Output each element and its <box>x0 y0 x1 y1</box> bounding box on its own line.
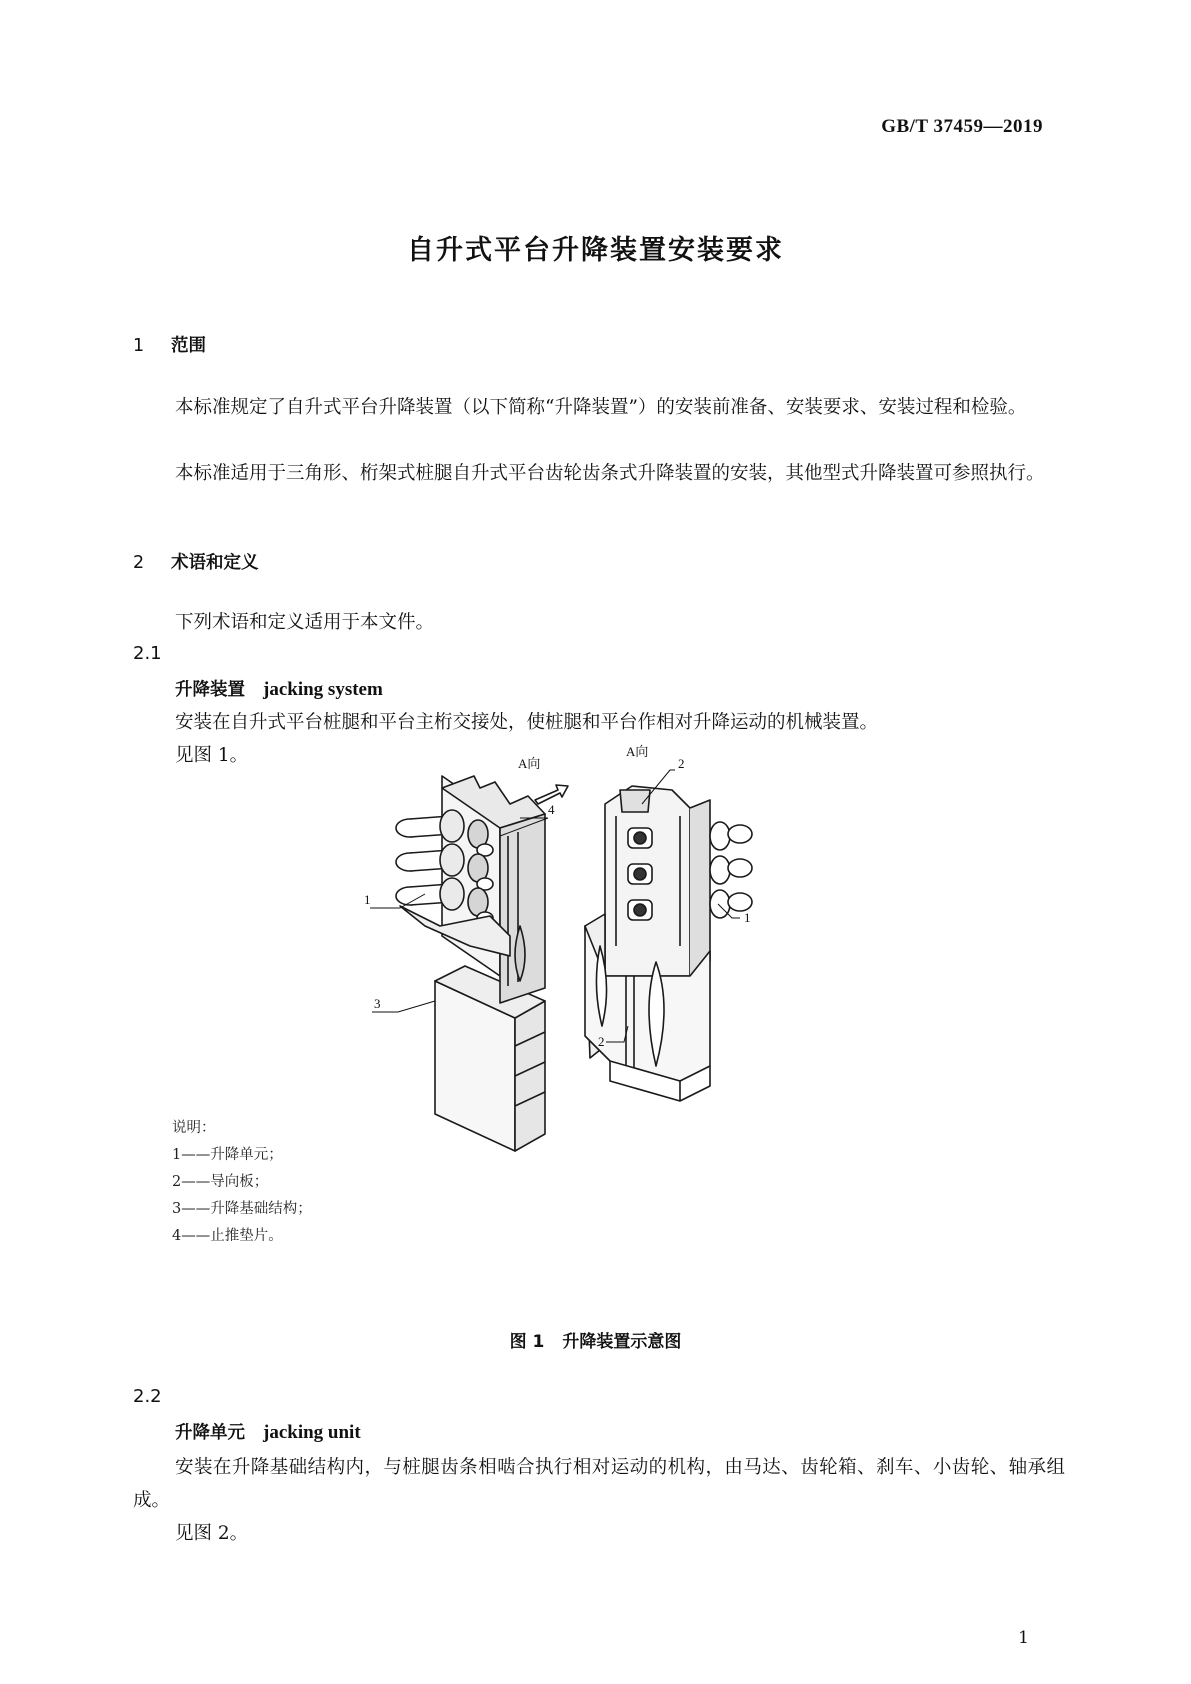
section-1-paragraph-2: 本标准适用于三角形、桁架式桩腿自升式平台齿轮齿条式升降装置的安装，其他型式升降装置可参照执行。 <box>175 463 1045 484</box>
a-direction-label-right: A向 <box>626 744 649 759</box>
page-number: 1 <box>1018 1628 1029 1648</box>
legend-item: 1——升降单元； <box>172 1147 283 1163</box>
section-2-intro: 下列术语和定义适用于本文件。 <box>175 612 435 633</box>
figure-1-legend <box>172 1115 312 1250</box>
section-1-paragraph-1: 本标准规定了自升式平台升降装置（以下简称“升降装置”）的安装前准备、安装要求、安装过程和检验。 <box>175 397 1027 418</box>
figure-1-caption-number: 图 1 <box>509 1332 545 1352</box>
callout-4: 4 <box>548 802 555 817</box>
section-2-number: 2 <box>133 553 145 573</box>
callout-2-bottom: 2 <box>598 1034 605 1049</box>
term-2-1-number: 2.1 <box>133 643 162 664</box>
callout-3: 3 <box>374 996 381 1011</box>
term-2-1-zh: 升降装置 <box>175 680 245 700</box>
legend-item: 4——止推垫片。 <box>172 1228 283 1244</box>
a-direction-label-left: A向 <box>518 756 541 771</box>
document-title: 自升式平台升降装置安装要求 <box>407 235 784 266</box>
section-1-title: 范围 <box>171 336 206 356</box>
term-2-2-number: 2.2 <box>133 1386 162 1407</box>
section-2-title: 术语和定义 <box>171 553 259 573</box>
callout-1-left: 1 <box>364 892 371 907</box>
standard-number: GB/T 37459—2019 <box>881 116 1043 137</box>
term-2-1-heading <box>175 676 383 701</box>
term-2-2-en: jacking unit <box>263 1422 361 1443</box>
figure-1-jacking-system-drawing <box>364 744 820 1176</box>
figure-1-caption <box>0 1327 1191 1352</box>
callout-3-leader <box>372 1001 435 1012</box>
term-2-1-definition: 安装在自升式平台桩腿和平台主桁交接处，使桩腿和平台作相对升降运动的机械装置。 <box>175 712 879 733</box>
term-2-1-en: jacking system <box>263 679 383 700</box>
term-2-2-see-figure: 见图 2。 <box>175 1523 249 1544</box>
right-upper-housing <box>605 786 710 976</box>
term-2-2-definition: 安装在升降基础结构内，与桩腿齿条相啮合执行相对运动的机构，由马达、齿轮箱、刹车、小齿轮、轴承组成。 <box>133 1457 1065 1511</box>
callout-1-right: 1 <box>744 910 751 925</box>
callout-2-top: 2 <box>678 756 685 771</box>
term-2-2-heading <box>175 1419 361 1444</box>
legend-item: 2——导向板； <box>172 1174 269 1190</box>
section-1-heading <box>133 332 206 357</box>
legend-item: 3——升降基础结构； <box>172 1201 312 1217</box>
term-2-1-see-figure: 见图 1。 <box>175 745 249 766</box>
term-2-2-zh: 升降单元 <box>175 1423 245 1443</box>
figure-1-caption-text: 升降装置示意图 <box>562 1332 682 1352</box>
right-jacking-units <box>710 822 752 918</box>
legend-title: 说明： <box>172 1120 216 1136</box>
right-guide-plates-and-pinions <box>628 828 652 920</box>
section-1-number: 1 <box>133 336 145 356</box>
section-2-heading <box>133 549 259 574</box>
